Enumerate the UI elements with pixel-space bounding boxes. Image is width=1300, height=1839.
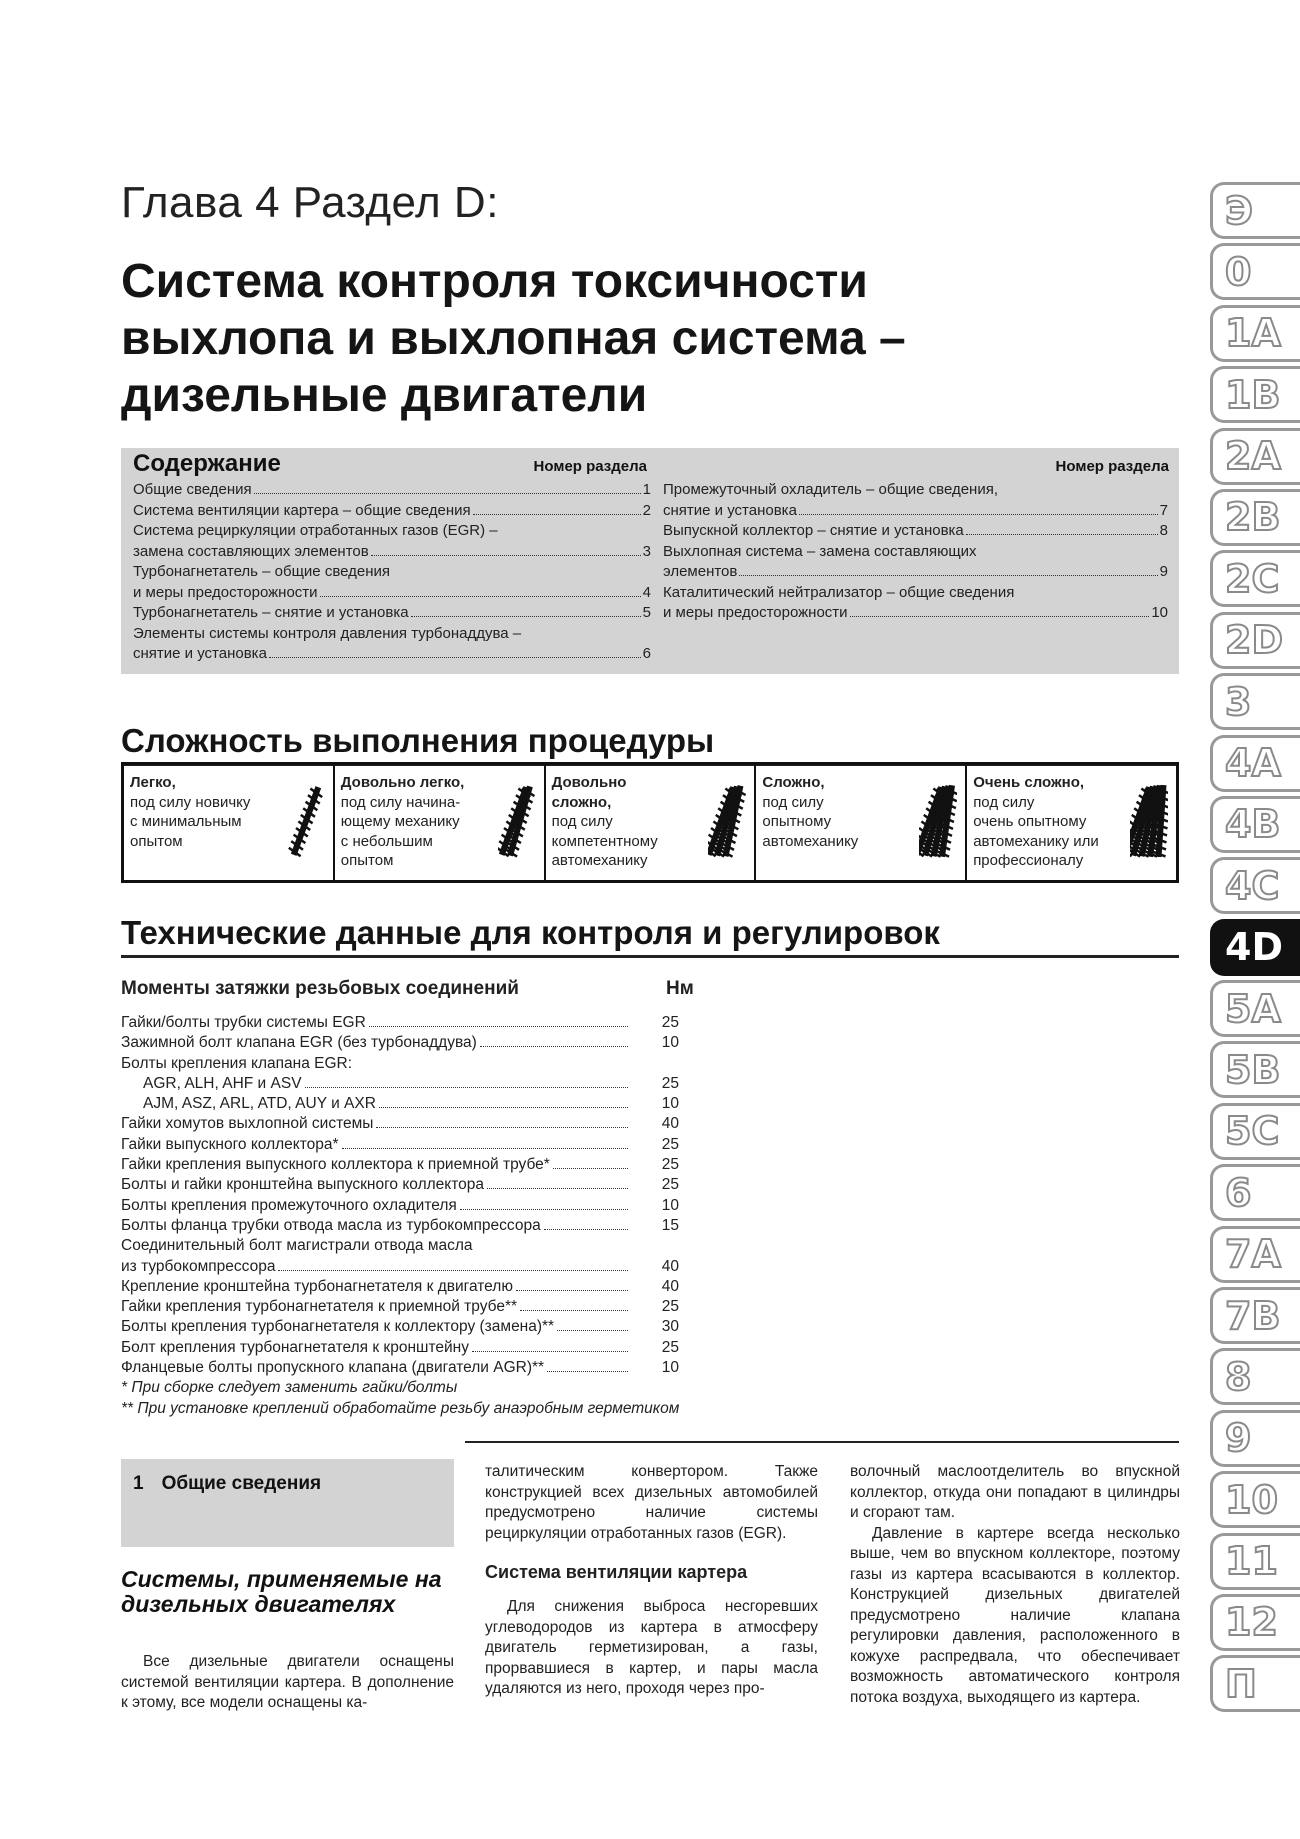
chapter-tabs (1210, 182, 1300, 1717)
torque-param-text: Болты крепления клапана EGR: (121, 1054, 353, 1072)
torque-param (121, 1055, 631, 1073)
difficulty-description: под силу (973, 793, 1035, 811)
torque-value: 10 (661, 1359, 679, 1377)
difficulty-label: Очень сложно, (973, 774, 1085, 791)
contents-entry-text: снятие и установка (133, 645, 267, 662)
torque-row (121, 1217, 701, 1237)
difficulty-label: Довольно (551, 774, 627, 791)
difficulty-level (546, 765, 757, 880)
contents-entry-text: замена составляющих элементов (133, 542, 369, 560)
contents-entry-text: снятие и установка (663, 501, 797, 519)
chapter-tab-7a[interactable]: 7A (1210, 1226, 1300, 1283)
torque-value: 25 (661, 1014, 679, 1031)
contents-entry-text: Промежуточный охладитель – общие сведения, (663, 481, 999, 498)
difficulty-text (552, 773, 702, 871)
contents-entry[interactable] (133, 521, 651, 562)
chapter-tab-2b[interactable]: 2B (1210, 489, 1300, 546)
contents-entry-text: Система рециркуляции отработанных газов (EGR) – (133, 522, 498, 539)
torque-param (121, 1359, 631, 1377)
page-title (121, 253, 1081, 424)
contents-entry-line (133, 583, 651, 604)
difficulty-level (335, 765, 546, 880)
contents-entry-line (133, 501, 651, 522)
difficulty-description: с минимальным (130, 813, 242, 830)
torque-table (121, 978, 701, 1420)
torque-value: 10 (661, 1034, 679, 1052)
dot-leader (966, 534, 1158, 535)
torque-row (121, 1136, 701, 1156)
difficulty-text (130, 773, 280, 851)
dot-leader (739, 575, 1157, 576)
dot-leader (480, 1046, 628, 1047)
text-column-1 (121, 1652, 454, 1714)
paragraph: Давление в картере всегда несколько выше, чем во впускном коллекторе, поэтому газы из картера всасываются в коллектор. Конструкцией дизельных двигателей предусмотрено наличие клапана регулировки давления, расположенного в кожухе распредвала, что обеспечивает возможность автоматического контроля потока воздуха, выходящего из картера. (850, 1524, 1180, 1706)
contents-entry-text: Турбонагнетатель – снятие и установка (133, 604, 409, 621)
spanner-rating-5-icon (1130, 775, 1168, 867)
paragraph: волочный маслоотделитель во впускной коллектор, откуда они попадают в цилиндры и сгорают там. (850, 1463, 1180, 1521)
difficulty-label: Довольно легко, (340, 774, 465, 791)
chapter-tab-2c[interactable]: 2C (1210, 550, 1300, 607)
dot-leader (379, 1107, 628, 1108)
contents-entry[interactable] (133, 562, 651, 603)
subheading-systems: Системы, применяемые на дизельных двигателях (121, 1566, 442, 1617)
torque-param-text: Гайки крепления выпускного коллектора к приемной трубе* (121, 1156, 550, 1174)
contents-entry-text: Выхлопная система – замена составляющих (663, 542, 977, 560)
chapter-tab-2d[interactable]: 2D (1210, 612, 1300, 669)
title-line: выхлопа и выхлопная система – (121, 312, 906, 365)
dot-leader (376, 1127, 628, 1128)
difficulty-description: автомеханику (762, 832, 859, 850)
title-line: дизельные двигатели (121, 369, 648, 422)
contents-entry-number: 5 (642, 604, 651, 621)
contents-entry[interactable] (133, 501, 651, 522)
dot-leader (269, 657, 641, 658)
contents-entry-line (133, 480, 651, 501)
paragraph: талитическим конвертором. Также конструкцией всех дизельных автомобилей предусмотрено наличие системы рециркуляции отработанных газов (EGR). (485, 1463, 818, 1542)
torque-param-text: Зажимной болт клапана EGR (без турбонаддува) (121, 1034, 477, 1052)
torque-param-text: из турбокомпрессора (121, 1257, 276, 1275)
difficulty-text (973, 773, 1123, 871)
contents-entry-number: 6 (642, 645, 651, 662)
torque-row (121, 1278, 701, 1298)
contents-entry-line (663, 480, 1168, 501)
torque-value: 40 (661, 1115, 679, 1133)
difficulty-description: компетентному (551, 832, 658, 850)
section-title: Общие сведения (161, 1473, 322, 1494)
torque-param (121, 1298, 631, 1316)
difficulty-label: Легко, (130, 774, 176, 791)
torque-value: 25 (661, 1298, 679, 1316)
text-column-2 (485, 1462, 818, 1700)
difficulty-label: Сложно, (762, 774, 825, 791)
difficulty-label: сложно, (551, 793, 612, 811)
dot-leader (254, 493, 641, 494)
chapter-tab-12[interactable]: 12 (1210, 1594, 1300, 1651)
torque-row (121, 1014, 701, 1034)
torque-param (121, 1318, 631, 1336)
torque-param-text: Гайки/болты трубки системы EGR (121, 1014, 366, 1031)
torque-param-text: Гайки выпускного коллектора* (121, 1135, 339, 1153)
chapter-tab-э[interactable]: Э (1210, 182, 1300, 239)
dot-leader (305, 1087, 628, 1088)
contents-entry-line (133, 521, 651, 542)
torque-row (121, 1258, 701, 1278)
contents-entry[interactable] (663, 480, 1168, 521)
torque-row (121, 1237, 701, 1257)
chapter-tab-4a[interactable]: 4A (1210, 735, 1300, 792)
difficulty-description: с небольшим (340, 832, 433, 850)
torque-param-text: Болты и гайки кронштейна выпускного коллектора (121, 1176, 485, 1194)
difficulty-description: ющему механику (340, 813, 460, 830)
contents-right-column (663, 480, 1168, 624)
torque-value: 40 (661, 1277, 679, 1295)
difficulty-text (762, 773, 912, 851)
torque-param-text: Крепление кронштейна турбонагнетателя к двигателю (121, 1277, 513, 1295)
difficulty-description: автомеханику или (973, 832, 1099, 850)
torque-row (121, 1055, 701, 1075)
torque-row (121, 1197, 701, 1217)
contents-entry-text: и меры предосторожности (133, 583, 318, 601)
chapter-tab-5b[interactable]: 5B (1210, 1041, 1300, 1098)
dot-leader (557, 1330, 628, 1331)
torque-value: 25 (661, 1156, 679, 1174)
contents-entry-number: 9 (1159, 563, 1168, 580)
dot-leader (411, 616, 641, 617)
difficulty-description: под силу (551, 813, 613, 830)
contents-entry-text: Выпускной коллектор – снятие и установка (663, 522, 964, 539)
spanner-rating-4-icon (919, 775, 957, 867)
contents-entry[interactable] (663, 542, 1168, 583)
chapter-tab-2a[interactable]: 2A (1210, 428, 1300, 485)
contents-entry[interactable] (663, 521, 1168, 542)
section-number-header: Номер раздела (533, 458, 647, 475)
torque-param-text: AJM, ASZ, ARL, ATD, AUY и AXR (143, 1095, 376, 1113)
difficulty-heading: Сложность выполнения процедуры (121, 722, 1179, 766)
difficulty-level (124, 765, 335, 880)
contents-entry-text: и меры предосторожности (663, 604, 848, 621)
spanner-rating-3-icon (708, 775, 746, 867)
paragraph: Для снижения выброса несгоревших углеводородов из картера в атмосферу двигатель герметизирован, а газы, прорвавшиеся в картер, и пары масла удаляются из него, проходя через про- (485, 1598, 818, 1697)
torque-param-text: Гайки крепления турбонагнетателя к приемной трубе** (121, 1298, 518, 1316)
difficulty-description: под силу новичку (130, 793, 251, 811)
torque-param-text: Болт крепления турбонагнетателя к кронштейну (121, 1338, 469, 1356)
torque-table-header (121, 978, 701, 1000)
contents-entry-line (663, 542, 1168, 563)
dot-leader (473, 514, 641, 515)
torque-param-text: Фланцевые болты пропускного клапана (двигатели AGR)** (121, 1359, 545, 1377)
torque-param (121, 1339, 631, 1357)
torque-param (121, 1115, 631, 1133)
chapter-tab-6[interactable]: 6 (1210, 1164, 1300, 1221)
torque-param-text: Гайки хомутов выхлопной системы (121, 1115, 374, 1133)
contents-entry-number: 10 (1151, 604, 1168, 621)
contents-entry-line (663, 603, 1168, 624)
contents-entry-line (663, 521, 1168, 542)
torque-row (121, 1339, 701, 1359)
difficulty-description: профессионалу (973, 852, 1084, 869)
contents-entry[interactable] (663, 583, 1168, 624)
contents-entry[interactable] (133, 603, 651, 624)
contents-entry-line (133, 542, 651, 563)
contents-entry-number: 1 (642, 481, 651, 498)
contents-entry-text: Элементы системы контроля давления турбонаддува – (133, 624, 522, 642)
chapter-tab-10[interactable]: 10 (1210, 1471, 1300, 1528)
contents-entry-line (133, 624, 651, 645)
torque-param-text: AGR, ALH, AHF и ASV (143, 1074, 302, 1092)
difficulty-scale (121, 762, 1179, 883)
chapter-tab-1b[interactable]: 1B (1210, 366, 1300, 423)
torque-value: 10 (661, 1095, 679, 1113)
torque-value: 10 (661, 1196, 679, 1214)
dot-leader (320, 596, 641, 597)
torque-param (121, 1156, 631, 1174)
dot-leader (278, 1270, 628, 1271)
contents-entry-text: Общие сведения (133, 481, 252, 498)
difficulty-description: опытному (762, 813, 832, 830)
contents-entry-number: 7 (1159, 501, 1168, 519)
section-1-box (121, 1459, 454, 1547)
subheading-crankcase-ventilation: Система вентиляции картера (485, 1562, 748, 1582)
torque-param (121, 1217, 631, 1235)
section-number: 1 (133, 1473, 144, 1494)
contents-entry-text: элементов (663, 563, 738, 580)
chapter-tab-4c[interactable]: 4C (1210, 857, 1300, 914)
torque-row (121, 1115, 701, 1135)
difficulty-description: очень опытному (973, 813, 1087, 830)
chapter-tab-4b[interactable]: 4B (1210, 796, 1300, 853)
contents-entry-text: Турбонагнетатель – общие сведения (133, 563, 391, 580)
dot-leader (369, 1026, 628, 1027)
paragraph: Все дизельные двигатели оснащены системой вентиляции картера. В дополнение к этому, все модели оснащены ка- (121, 1653, 454, 1711)
dot-leader (850, 616, 1150, 617)
torque-row (121, 1298, 701, 1318)
torque-row (121, 1156, 701, 1176)
torque-param-text: Соединительный болт магистрали отвода масла (121, 1237, 473, 1255)
section-1-label (133, 1473, 321, 1495)
contents-entry-line (133, 562, 651, 583)
contents-entry-number: 2 (642, 501, 651, 519)
dot-leader (371, 555, 641, 556)
torque-value: 15 (661, 1216, 679, 1234)
chapter-tab-8[interactable]: 8 (1210, 1348, 1300, 1405)
dot-leader (487, 1188, 628, 1189)
torque-param-text: Болты фланца трубки отвода масла из турбокомпрессора (121, 1216, 541, 1234)
title-line: Система контроля токсичности (121, 255, 868, 308)
difficulty-description: опытом (340, 852, 394, 869)
contents-entry-line (663, 501, 1168, 522)
difficulty-description: опытом (130, 832, 183, 850)
contents-box (121, 448, 1179, 674)
torque-value: 30 (661, 1318, 679, 1336)
dot-leader (472, 1351, 628, 1352)
difficulty-description: под силу начина- (340, 793, 461, 811)
dot-leader (516, 1290, 628, 1291)
torque-row (121, 1095, 701, 1115)
torque-param (121, 1197, 631, 1215)
contents-entry-line (663, 583, 1168, 604)
torque-param (121, 1258, 631, 1276)
text-column-3 (850, 1462, 1180, 1708)
contents-entry[interactable] (133, 480, 651, 501)
dot-leader (553, 1168, 628, 1169)
chapter-tab-9[interactable]: 9 (1210, 1410, 1300, 1467)
torque-row (121, 1318, 701, 1338)
dot-leader (799, 514, 1158, 515)
contents-entry[interactable] (133, 624, 651, 665)
torque-param (121, 1014, 631, 1032)
chapter-heading: Глава 4 Раздел D: (121, 178, 499, 227)
torque-param (121, 1075, 631, 1093)
torque-header-label: Моменты затяжки резьбовых соединений (121, 978, 519, 999)
torque-value: 25 (661, 1176, 679, 1194)
footnote: ** При установке креплений обработайте резьбу анаэробным герметиком (121, 1399, 680, 1417)
difficulty-description: автомеханику (551, 852, 648, 869)
contents-entry-number: 3 (642, 542, 651, 560)
spanner-rating-1-icon (287, 775, 325, 867)
dot-leader (342, 1148, 628, 1149)
torque-param (121, 1176, 631, 1194)
dot-leader (547, 1371, 628, 1372)
difficulty-level (756, 765, 967, 880)
contents-entry-line (663, 562, 1168, 583)
torque-unit-label: Нм (666, 978, 694, 999)
contents-title: Содержание (133, 450, 281, 477)
specs-heading: Технические данные для контроля и регулировок (121, 914, 1179, 958)
footnote: * При сборке следует заменить гайки/болты (121, 1379, 458, 1397)
torque-row (121, 1359, 701, 1379)
contents-left-column (133, 480, 651, 665)
contents-entry-text: Каталитический нейтрализатор – общие сведения (663, 583, 1015, 601)
contents-entry-number: 4 (642, 583, 651, 601)
contents-entry-text: Система вентиляции картера – общие сведения (133, 501, 471, 519)
torque-value: 40 (661, 1257, 679, 1275)
torque-row (121, 1034, 701, 1054)
difficulty-description: под силу (762, 793, 824, 811)
section-number-header: Номер раздела (1055, 458, 1169, 475)
chapter-tab-0[interactable]: 0 (1210, 243, 1300, 300)
torque-row (121, 1075, 701, 1095)
dot-leader (460, 1209, 628, 1210)
torque-value: 25 (661, 1338, 679, 1356)
torque-param (121, 1278, 631, 1296)
torque-param (121, 1237, 631, 1255)
contents-entry-line (133, 644, 651, 665)
dot-leader (520, 1310, 628, 1311)
torque-param (121, 1095, 631, 1113)
torque-row (121, 1176, 701, 1196)
difficulty-level (967, 765, 1176, 880)
torque-value: 25 (661, 1135, 679, 1153)
chapter-tab-1a[interactable]: 1A (1210, 305, 1300, 362)
dot-leader (544, 1229, 628, 1230)
chapter-tab-3[interactable]: 3 (1210, 673, 1300, 730)
torque-value: 25 (661, 1074, 679, 1092)
chapter-tab-7b[interactable]: 7B (1210, 1287, 1300, 1344)
chapter-tab-п[interactable]: П (1210, 1655, 1300, 1712)
chapter-tab-5a[interactable]: 5A (1210, 980, 1300, 1037)
torque-param-text: Болты крепления промежуточного охладителя (121, 1196, 457, 1214)
difficulty-text (341, 773, 491, 871)
chapter-tab-5c[interactable]: 5C (1210, 1103, 1300, 1160)
torque-param (121, 1136, 631, 1154)
column-divider-rule (465, 1441, 1179, 1443)
chapter-tab-11[interactable]: 11 (1210, 1533, 1300, 1590)
contents-entry-number: 8 (1159, 522, 1168, 539)
torque-param (121, 1034, 631, 1052)
chapter-tab-4d[interactable]: 4D (1210, 919, 1300, 976)
torque-param-text: Болты крепления турбонагнетателя к коллектору (замена)** (121, 1318, 555, 1336)
spanner-rating-2-icon (498, 775, 536, 867)
contents-entry-line (133, 603, 651, 624)
